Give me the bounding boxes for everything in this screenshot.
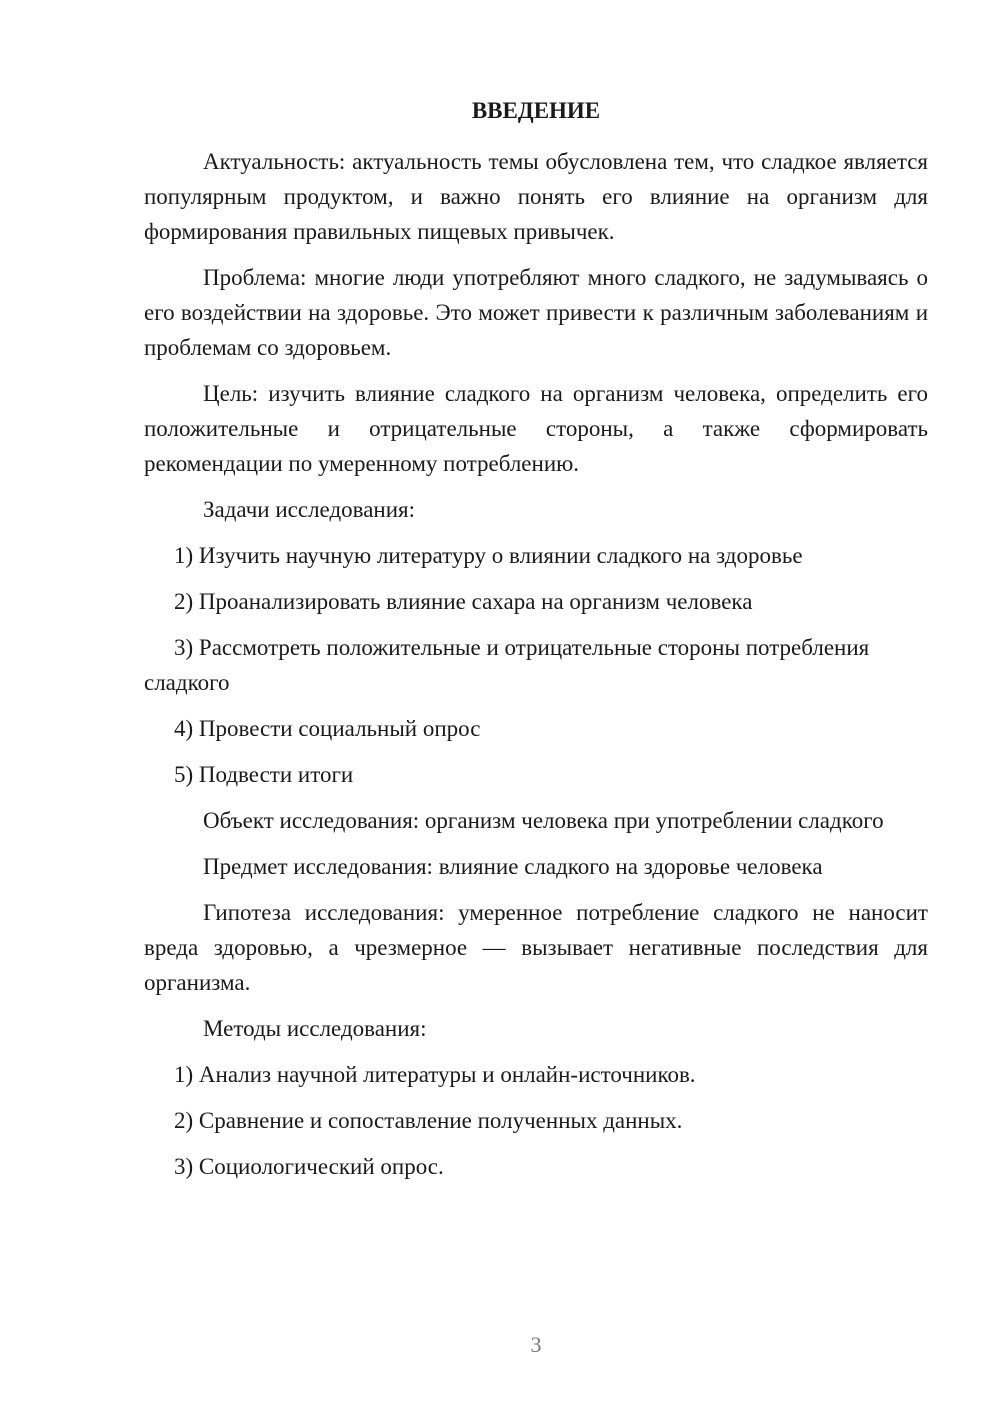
- object-paragraph: Объект исследования: организм человека при употреблении сладкого: [203, 808, 884, 833]
- hypothesis-paragraph: Гипотеза исследования: умеренное потребление сладкого не наносит вреда здоровью, а чрезмерное — вызывает негативные последствия для организма.: [144, 900, 928, 995]
- page-title: ВВЕДЕНИЕ: [471, 98, 601, 123]
- task-item: 1) Изучить научную литературу о влиянии сладкого на здоровье: [174, 543, 803, 568]
- method-item: 3) Социологический опрос.: [174, 1154, 444, 1179]
- tasks-heading: Задачи исследования:: [203, 497, 416, 522]
- method-item: 1) Анализ научной литературы и онлайн-источников.: [174, 1062, 696, 1087]
- method-item: 2) Сравнение и сопоставление полученных данных.: [174, 1108, 683, 1133]
- task-item: 3) Рассмотреть положительные и отрицательные стороны потребления сладкого: [144, 635, 870, 695]
- relevance-paragraph: Актуальность: актуальность темы обусловлена тем, что сладкое является популярным продуктом, и важно понять его влияние на организм для формирования правильных пищевых привычек.: [144, 149, 928, 244]
- problem-paragraph: Проблема: многие люди употребляют много сладкого, не задумываясь о его воздействии на здоровье. Это может привести к различным заболеваниям и проблемам со здоровьем.: [144, 265, 928, 360]
- page-content: [144, 96, 928, 1195]
- subject-paragraph: Предмет исследования: влияние сладкого на здоровье человека: [203, 854, 823, 879]
- task-item: 5) Подвести итоги: [174, 762, 354, 787]
- task-item: 4) Провести социальный опрос: [174, 716, 481, 741]
- goal-paragraph: Цель: изучить влияние сладкого на организм человека, определить его положительные и отрицательные стороны, а также сформировать рекомендации по умеренному потреблению.: [144, 381, 928, 476]
- task-item: 2) Проанализировать влияние сахара на организм человека: [174, 589, 753, 614]
- page-number: 3: [530, 1332, 542, 1357]
- methods-heading: Методы исследования:: [203, 1016, 427, 1041]
